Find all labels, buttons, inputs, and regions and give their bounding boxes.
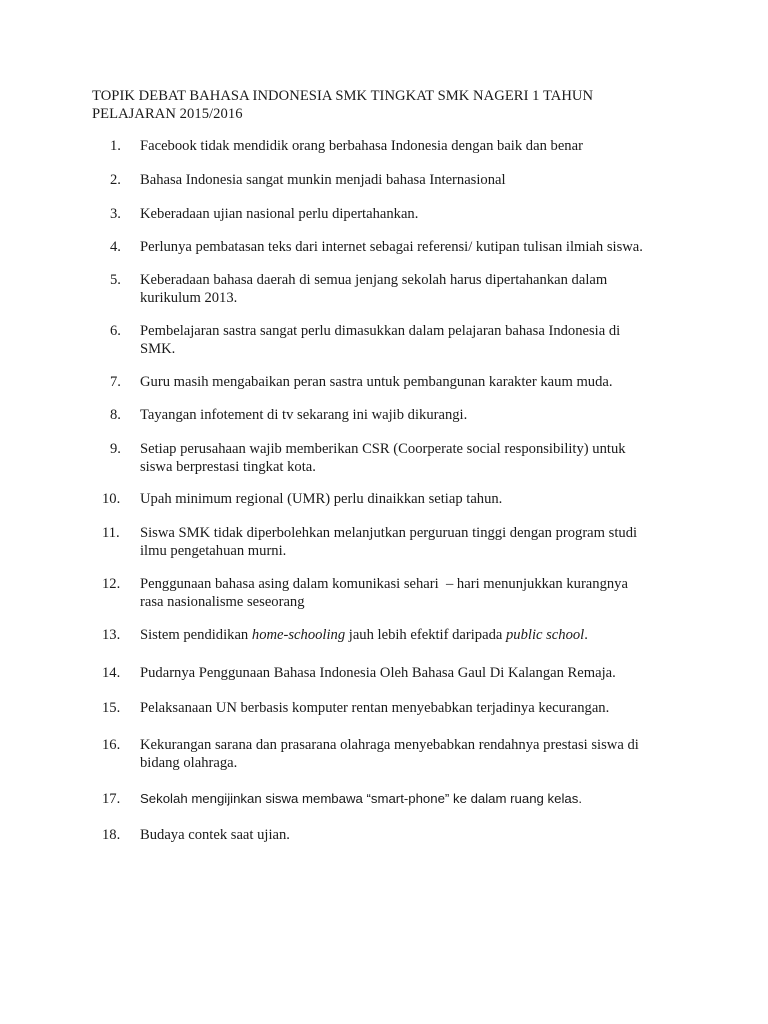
item-number: 7.	[110, 374, 121, 390]
item-text: Keberadaan bahasa daerah di semua jenjang sekolah harus dipertahankan dalam kurikulum 2013.	[140, 272, 608, 306]
item-number: 14.	[102, 665, 121, 681]
item-number: 13.	[102, 627, 121, 643]
item-number: 3.	[110, 206, 121, 222]
item-number: 2.	[110, 172, 121, 188]
item-number: 5.	[110, 272, 121, 288]
item-number: 18.	[102, 827, 121, 843]
item-text: Keberadaan ujian nasional perlu dipertahankan.	[140, 206, 419, 222]
item-text: Guru masih mengabaikan peran sastra untuk pembangunan karakter kaum muda.	[140, 374, 613, 390]
item-text: Facebook tidak mendidik orang berbahasa Indonesia dengan baik dan benar	[140, 138, 583, 154]
item-text: Setiap perusahaan wajib memberikan CSR (Coorperate social responsibility) untuk siswa berprestasi tingkat kota.	[140, 441, 626, 475]
item-number: 10.	[102, 491, 121, 507]
item-number: 12.	[102, 576, 121, 592]
item-text: Kekurangan sarana dan prasarana olahraga menyebabkan rendahnya prestasi siswa di bidang olahraga.	[140, 737, 639, 771]
item-number: 1.	[110, 138, 121, 154]
item-text: Upah minimum regional (UMR) perlu dinaikkan setiap tahun.	[140, 491, 503, 507]
item-number: 17.	[102, 791, 121, 807]
title-line: PELAJARAN 2015/2016	[92, 106, 243, 122]
document-title	[92, 87, 692, 123]
item-text: Tayangan infotement di tv sekarang ini wajib dikurangi.	[140, 407, 468, 423]
item-text: Perlunya pembatasan teks dari internet sebagai referensi/ kutipan tulisan ilmiah siswa.	[140, 239, 643, 255]
item-text: Pudarnya Penggunaan Bahasa Indonesia Oleh Bahasa Gaul Di Kalangan Remaja.	[140, 665, 616, 681]
item-number: 15.	[102, 700, 121, 716]
emphasis-text: public school	[506, 627, 585, 643]
item-number: 9.	[110, 441, 121, 457]
item-number: 4.	[110, 239, 121, 255]
item-text: Pelaksanaan UN berbasis komputer rentan menyebabkan terjadinya kecurangan.	[140, 700, 610, 716]
emphasis-text: home-schooling	[251, 627, 346, 643]
item-number: 16.	[102, 737, 121, 753]
item-text: Sistem pendidikan home-schooling jauh lebih efektif daripada public school.	[140, 627, 588, 643]
item-text: Bahasa Indonesia sangat munkin menjadi bahasa Internasional	[140, 172, 506, 188]
item-number: 11.	[102, 525, 120, 541]
item-text: Penggunaan bahasa asing dalam komunikasi sehari – hari menunjukkan kurangnya rasa nasionalisme seseorang	[140, 576, 628, 610]
item-number: 8.	[110, 407, 121, 423]
title-line: TOPIK DEBAT BAHASA INDONESIA SMK TINGKAT SMK NAGERI 1 TAHUN	[92, 88, 594, 104]
item-text: Pembelajaran sastra sangat perlu dimasukkan dalam pelajaran bahasa Indonesia di SMK.	[140, 323, 621, 357]
item-number: 6.	[110, 323, 121, 339]
item-text: Sekolah mengijinkan siswa membawa “smart-phone” ke dalam ruang kelas.	[140, 791, 582, 806]
item-text: Siswa SMK tidak diperbolehkan melanjutkan perguruan tinggi dengan program studi ilmu pengetahuan murni.	[140, 525, 638, 559]
item-text: Budaya contek saat ujian.	[140, 827, 290, 843]
